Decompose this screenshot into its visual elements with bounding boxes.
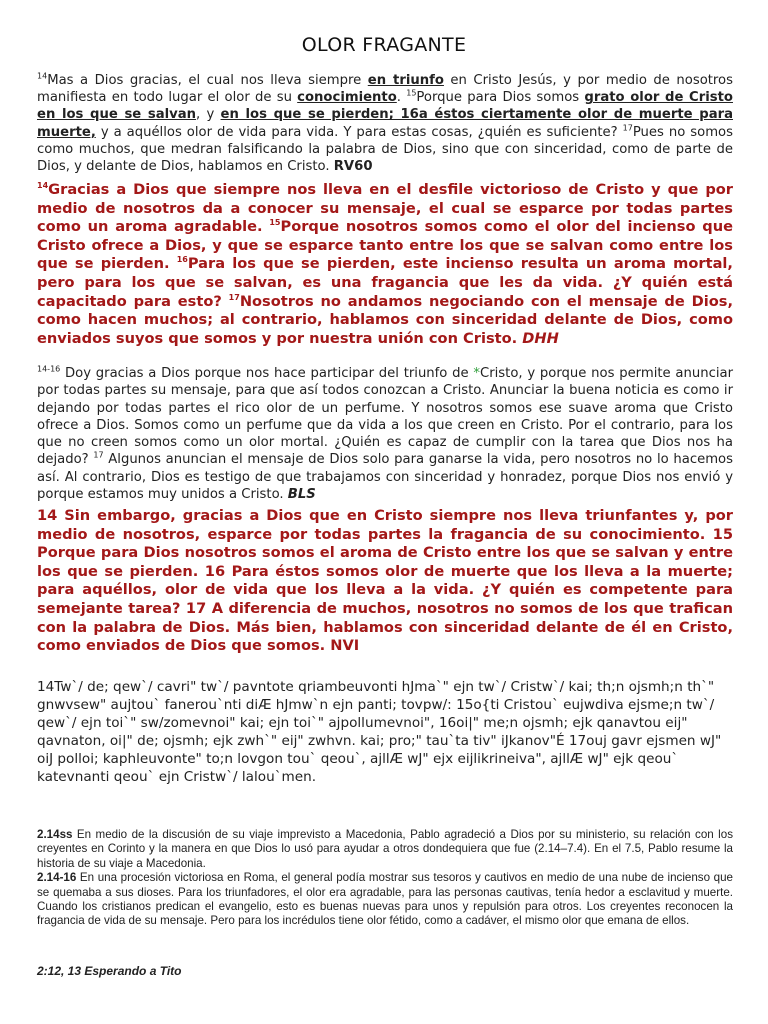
- glossary-star: *: [473, 366, 480, 381]
- greek-passage: 14Tw`/ de; qew`/ cavri" tw`/ pavntote qriambeuvonti hJma`" ejn tw`/ Cristw`/ kai; th;n ojsmh;n th`" gnwvsew" aujtou` fanerou`nti diÆ hJmw`n ejn panti; tovpw/: 15o{ti Cristou` eujwdiva ejsme;n tw`/ qew`/ ejn toi`" sw/zomevnoi" kai; ejn toi`" ajpollumevnoi", 16oi|" me;n ojsmh; ejk qanavtou eij" qavnaton, oi|" de; ojsmh; ejk zwh`" eij" zwhvn. kai; pro;" tau`ta tiv" iJkanov"É 17ouj gavr ejsmen wJ" oiJ polloi; kaphleuvonte" to;n lovgon tou` qeou`, ajllÆ wJ" ejx eijlikrineiva", ajllÆ wJ" ejk qeou` katevnanti qeou` ejn Cristw`/ lalou`men.: [37, 679, 722, 785]
- verse-number: 17: [622, 123, 633, 133]
- verse-number: 16: [176, 255, 188, 265]
- version-tag: BLS: [287, 487, 316, 503]
- rv60-passage: [37, 72, 733, 175]
- study-notes: [37, 828, 733, 929]
- underlined-phrase: conocimiento: [297, 90, 397, 106]
- passage-text: Porque nosotros somos como el olor del incienso que Cristo ofrece a Dios, y que se esparce tanto entre los que se salvan como entre los que se pierden.: [37, 218, 733, 273]
- passage-text: Pues no somos como muchos, que medran falsificando la palabra de Dios, sino que con sinceridad, como de parte de Dios, y delante de Dios, hablamos en Cristo.: [37, 124, 733, 175]
- passage-text: Algunos anuncian el mensaje de Dios solo para ganarse la vida, pero nosotros no lo hacemos así. Al contrario, Dios es testigo de que trabajamos con sinceridad y honradez, porque Dios nos envió y porque estamos muy unidos a Cristo.: [37, 452, 733, 503]
- page-title: OLOR FRAGANTE: [301, 34, 467, 56]
- bls-passage: [37, 365, 733, 503]
- passage-text: Porque para Dios somos: [416, 90, 585, 106]
- note-text: En una procesión victoriosa en Roma, el general podía mostrar sus tesoros y cautivos en medio de una nube de incienso que se quemaba a sus dioses. Para los triunfadores, el olor era agradable, para las personas cautivas, tenía hedor a esclavitud y muerte. Cuando los cristianos predican el evangelio, esto es buenas nuevas para unos y repulsión para otros. Los creyentes reconocen la fragancia de vida de su mensaje. Pero para los incrédulos tiene olor fétido, como a cadáver, el mismo olor que emana de ellos.: [37, 871, 733, 928]
- verse-number: 14-16: [37, 364, 61, 374]
- verse-number: 14: [37, 71, 48, 81]
- version-tag: RV60: [333, 159, 373, 175]
- verse-number: 17: [93, 451, 104, 461]
- underlined-phrase: en los que se pierden; 16a éstos ciertamente olor de muerte para muerte,: [37, 107, 733, 140]
- verse-number: 17: [228, 292, 240, 302]
- section-subheading: 2:12, 13 Esperando a Tito: [37, 964, 182, 978]
- note-reference: 2.14ss: [37, 828, 73, 841]
- nvi-passage: 14 Sin embargo, gracias a Dios que en Cristo siempre nos lleva triunfantes y, por medio de nosotros, esparce por todas partes la fragancia de su conocimiento. 15 Porque para Dios nosotros somos el aroma de Cristo entre los que se salvan y entre los que se pierden. 16 Para éstos somos olor de muerte que los lleva a la muerte; para aquéllos, olor de vida que los lleva a la vida. ¿Y quién es competente para semejante tarea? 17 A diferencia de muchos, nosotros no somos de los que trafican con la palabra de Dios. Más bien, hablamos con sinceridad delante de él en Cristo, como enviados de Dios que somos. NVI: [37, 507, 733, 655]
- passage-text: Doy gracias a Dios porque nos hace participar del triunfo de: [60, 366, 474, 381]
- passage-text: en Cristo Jesús, y por medio de nosotros manifiesta en todo lugar el olor de su: [37, 73, 734, 106]
- passage-text: Gracias a Dios que siempre nos lleva en el desfile victorioso de Cristo y que por medio de nosotros da a conocer su mensaje, el cual se esparce por todas partes como un aroma agradable.: [37, 181, 733, 236]
- passage-text: y a aquéllos olor de vida para vida. Y para estas cosas, ¿quién es suficiente?: [95, 124, 623, 140]
- passage-text: Nosotros no andamos negociando con el mensaje de Dios, como hacen muchos; al contrario, hablamos con sinceridad delante de Dios, como enviados suyos que somos y por nuestra unión con Cristo.: [37, 292, 733, 347]
- underlined-phrase: en triunfo: [367, 73, 444, 88]
- dhh-passage: [37, 181, 733, 348]
- study-note: [37, 828, 733, 871]
- version-tag: DHH: [522, 329, 559, 347]
- note-text: En medio de la discusión de su viaje imprevisto a Macedonia, Pablo agradeció a Dios por su ministerio, su relación con los creyentes en Corinto y la manera en que Dios lo usó para ayudar a otros dondequiera que fue (2.14–7.4). En el 7.5, Pablo resume la historia de su viaje a Macedonia.: [37, 828, 733, 870]
- note-reference: 2.14-16: [37, 871, 77, 885]
- passage-text: Para los que se pierden, este incienso resulta un aroma mortal, pero para los que se salvan, es una fragancia que les da vida. ¿Y quién está capacitado para esto?: [37, 255, 733, 310]
- passage-text: Cristo, y porque nos permite anunciar por todas partes su mensaje, para que así todos conozcan a Cristo. Anunciar la buena noticia es como ir dejando por todas partes el rico olor de un perfume. Y nosotros somos ese suave aroma que Cristo ofrece a Dios. Somos como un perfume que da vida a los que creen en Cristo. Por el contrario, para los que no creen somos como un olor mortal. ¿Quién es capaz de cumplir con la tarea que Dios nos ha dejado?: [37, 366, 734, 468]
- study-note: [37, 871, 733, 929]
- passage-text: .: [396, 90, 407, 106]
- passage-text: Mas a Dios gracias, el cual nos lleva siempre: [47, 73, 368, 88]
- underlined-phrase: grato olor de Cristo en los que se salvan: [37, 90, 733, 123]
- passage-text: , y: [196, 107, 221, 123]
- verse-number: 14: [37, 181, 49, 191]
- verse-number: 15: [269, 218, 281, 228]
- verse-number: 15: [406, 88, 417, 98]
